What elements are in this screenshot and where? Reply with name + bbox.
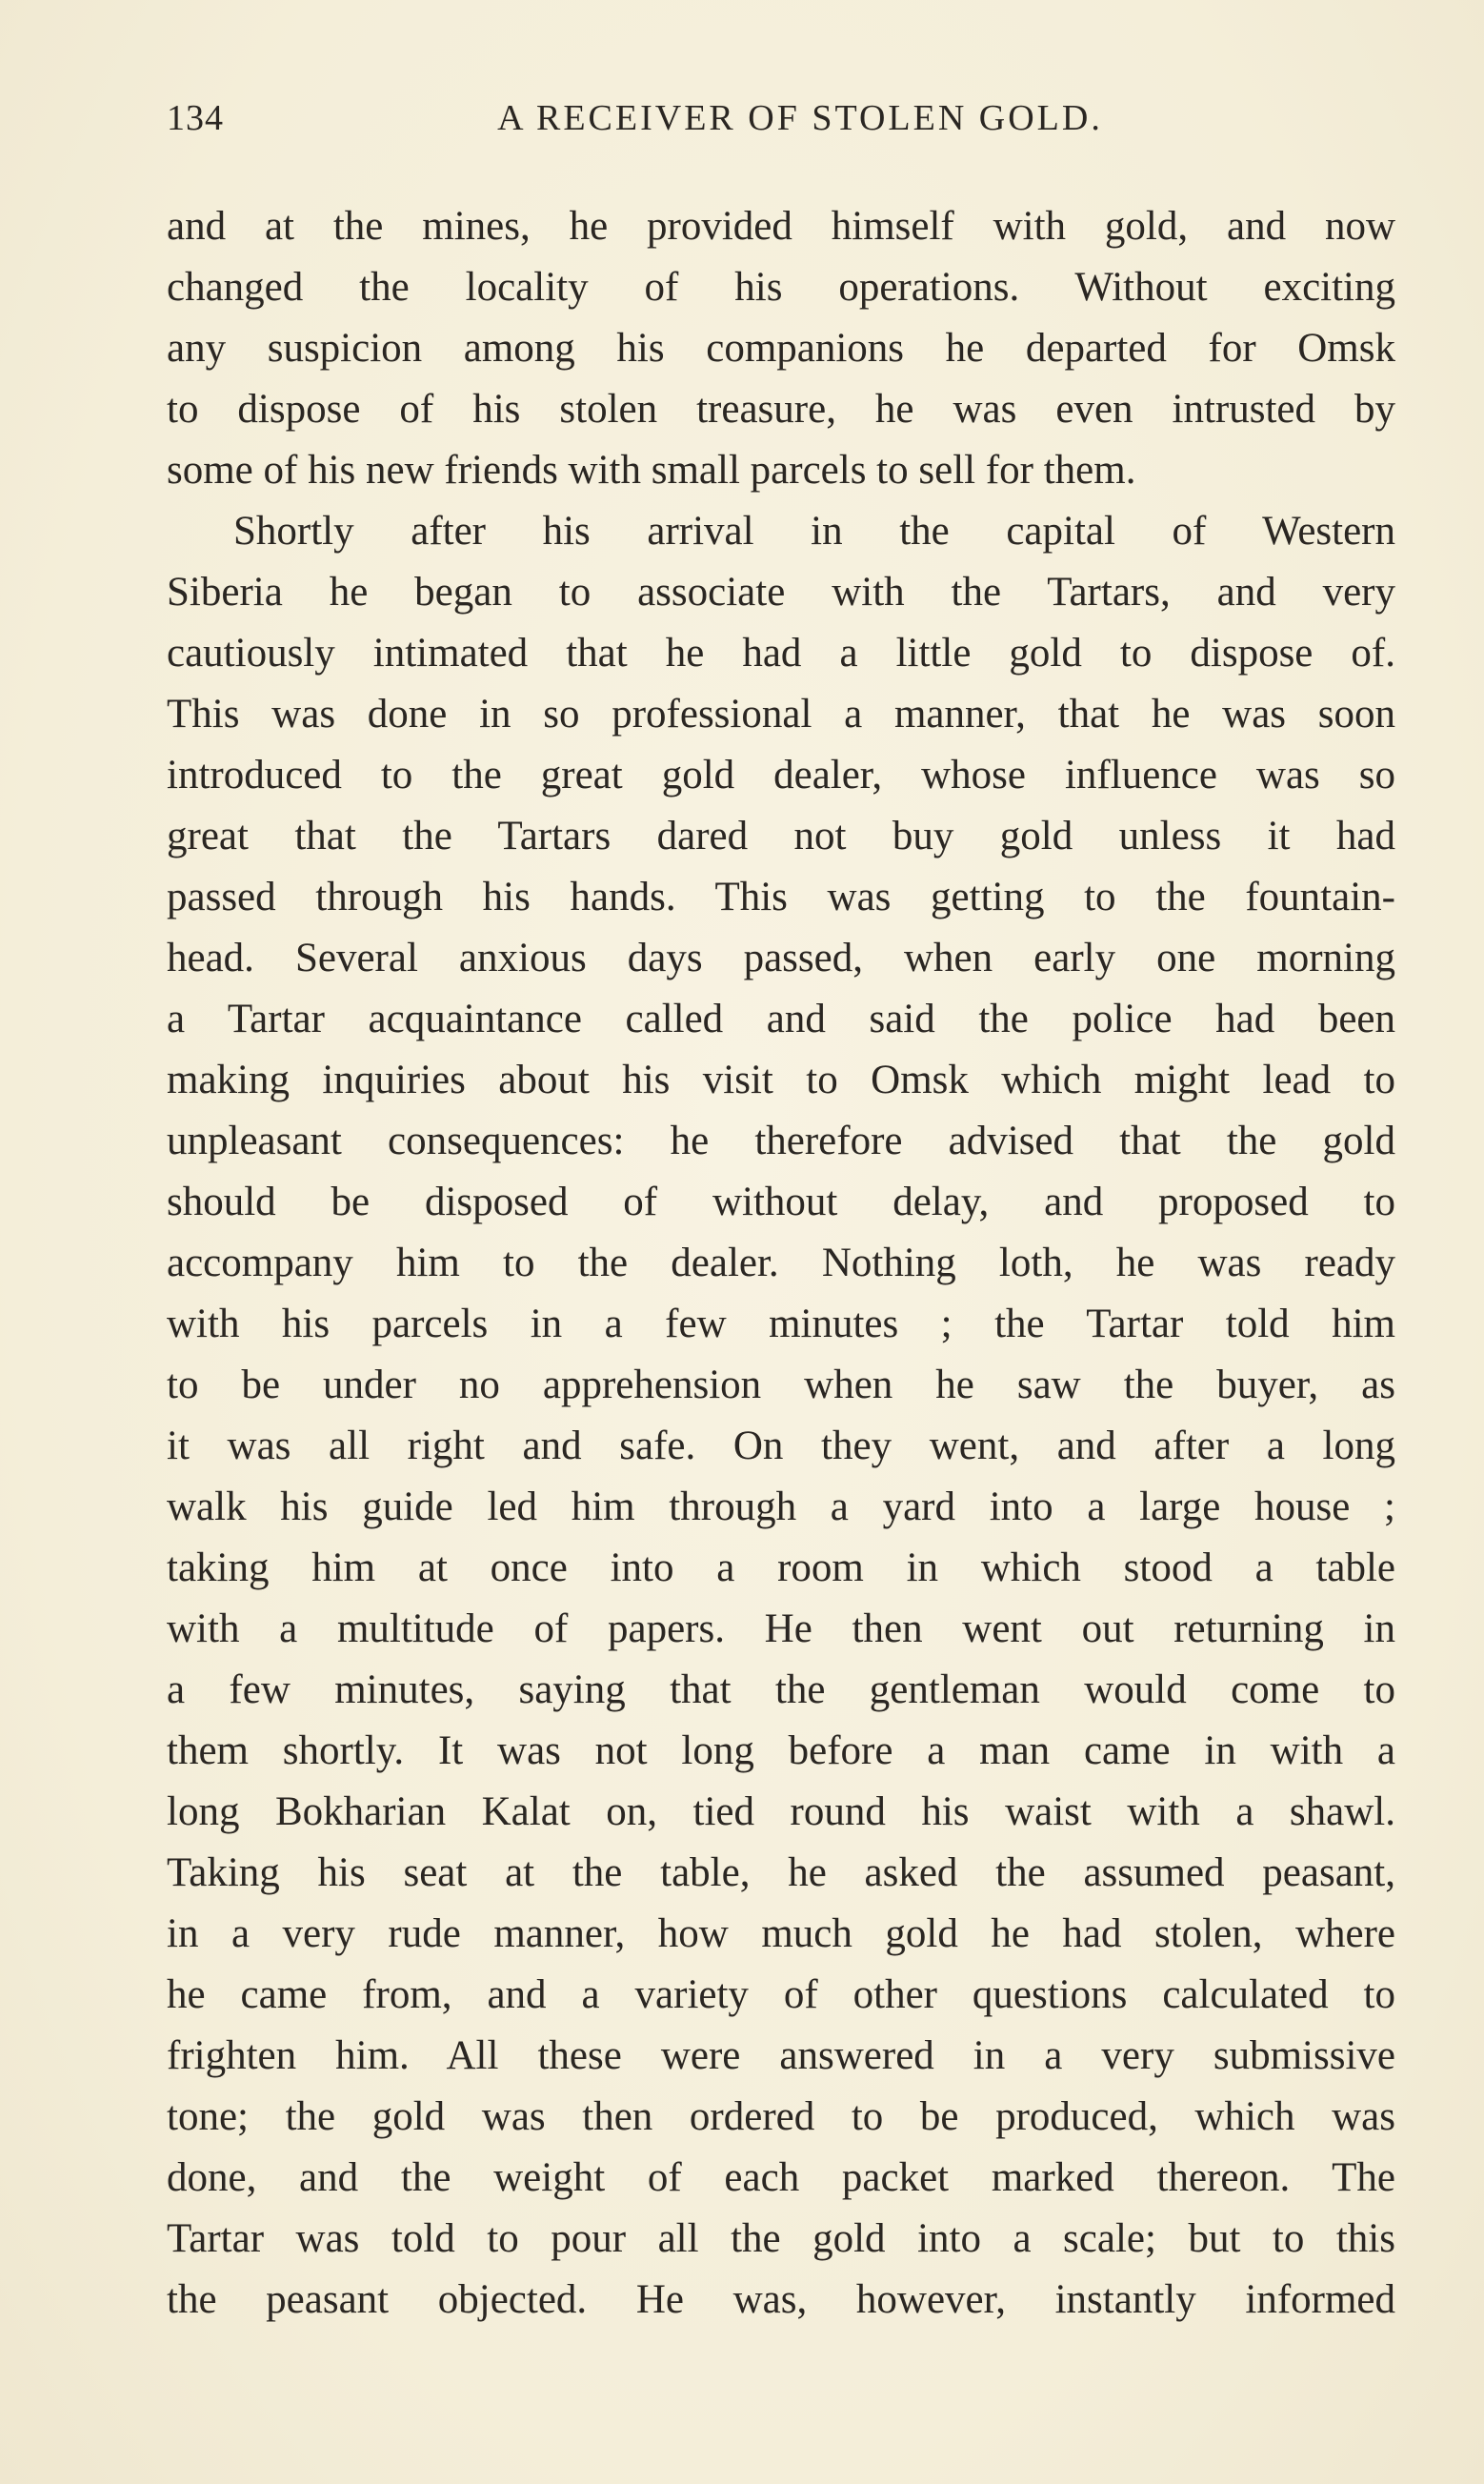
text-line: accompany him to the dealer. Nothing loth, he was ready <box>167 1241 1395 1285</box>
text-line: them shortly. It was not long before a man came in with a <box>167 1728 1395 1773</box>
running-head <box>167 97 1395 145</box>
text-line: long Bokharian Kalat on, tied round his waist with a shawl. <box>167 1789 1395 1834</box>
text-line: done, and the weight of each packet marked thereon. The <box>167 2155 1395 2200</box>
text-line: to be under no apprehension when he saw the buyer, as <box>167 1363 1395 1407</box>
text-line: passed through his hands. This was getting to the fountain- <box>167 875 1395 919</box>
text-line: in a very rude manner, how much gold he had stolen, where <box>167 1911 1395 1956</box>
text-line: unpleasant consequences: he therefore advised that the gold <box>167 1119 1395 1163</box>
text-line: he came from, and a variety of other questions calculated to <box>167 1972 1395 2017</box>
text-line: great that the Tartars dared not buy gold unless it had <box>167 814 1395 858</box>
text-line: it was all right and safe. On they went, and after a long <box>167 1424 1395 1468</box>
text-line: some of his new friends with small parcels to sell for them. <box>167 448 1136 493</box>
page-number: 134 <box>167 98 224 138</box>
text-line: taking him at once into a room in which stood a table <box>167 1545 1395 1590</box>
text-line: a few minutes, saying that the gentleman would come to <box>167 1667 1395 1712</box>
text-line: frighten him. All these were answered in a very submissive <box>167 2033 1395 2078</box>
text-line: the peasant objected. He was, however, instantly informed <box>167 2277 1395 2322</box>
text-line: Siberia he began to associate with the Tartars, and very <box>167 570 1395 615</box>
text-line: introduced to the great gold dealer, whose influence was so <box>167 753 1395 798</box>
text-line: making inquiries about his visit to Omsk which might lead to <box>167 1058 1395 1102</box>
text-line: should be disposed of without delay, and proposed to <box>167 1180 1395 1224</box>
text-line: Tartar was told to pour all the gold into a scale; but to this <box>167 2216 1395 2261</box>
text-line: to dispose of his stolen treasure, he was even intrusted by <box>167 387 1395 432</box>
text-line: cautiously intimated that he had a little gold to dispose of. <box>167 631 1395 676</box>
text-line: tone; the gold was then ordered to be produced, which was <box>167 2094 1395 2139</box>
running-title: A RECEIVER OF STOLEN GOLD. <box>497 98 1103 138</box>
text-line: head. Several anxious days passed, when early one morning <box>167 936 1395 980</box>
text-line: and at the mines, he provided himself with gold, and now <box>167 204 1395 249</box>
text-line: Shortly after his arrival in the capital of Western <box>233 509 1395 554</box>
text-line: with a multitude of papers. He then went out returning in <box>167 1606 1395 1651</box>
text-line: Taking his seat at the table, he asked the assumed peasant, <box>167 1850 1395 1895</box>
text-line: a Tartar acquaintance called and said the police had been <box>167 997 1395 1041</box>
text-line: with his parcels in a few minutes ; the Tartar told him <box>167 1302 1395 1346</box>
text-line: walk his guide led him through a yard into a large house ; <box>167 1484 1395 1529</box>
text-line: This was done in so professional a manner, that he was soon <box>167 692 1395 737</box>
body-text <box>167 196 1395 2331</box>
text-line: any suspicion among his companions he departed for Omsk <box>167 326 1395 371</box>
text-line: changed the locality of his operations. Without exciting <box>167 265 1395 310</box>
